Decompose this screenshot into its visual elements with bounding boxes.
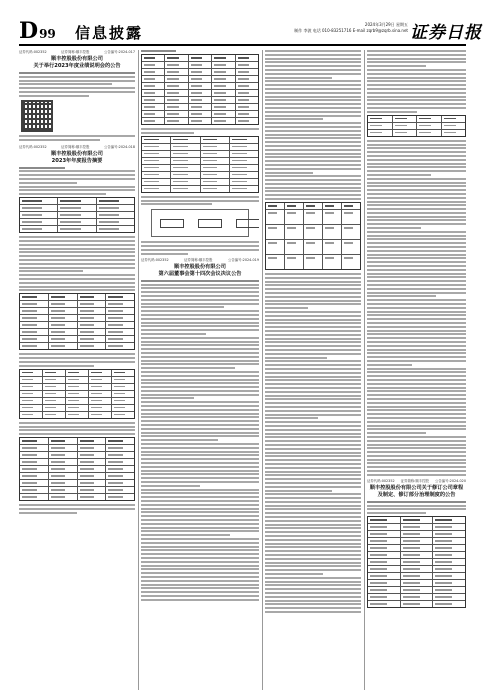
page-letter: D (19, 18, 39, 44)
data-table (19, 437, 135, 501)
stock-code: 证券代码:002352 (19, 50, 47, 54)
data-table (367, 516, 466, 608)
announcement-number: 公告编号:2024-018 (103, 144, 135, 149)
announcement-title (367, 485, 466, 499)
column-3 (265, 50, 361, 690)
section-title: 信息披露 (75, 24, 144, 42)
title-text: 及制定、修订部分治理制度的公告 (377, 491, 456, 498)
column-1 (19, 50, 135, 690)
header-meta (290, 22, 408, 34)
announcement-number: 公告编号:2024-020 (434, 478, 466, 483)
page-number: 99 (39, 27, 56, 41)
stock-code: 证券代码:002352 (141, 257, 169, 262)
newspaper-logo: 证券日报 (410, 23, 482, 43)
column-2 (141, 50, 259, 690)
stock-info-row (19, 145, 135, 149)
announcement-title (19, 151, 135, 165)
qr-code (21, 100, 53, 132)
title-text: 关于举行2023年度业绩说明会的公告 (33, 63, 121, 69)
company-name: 顺丰控股股份有限公司关于修订公司章程 (369, 484, 464, 491)
stock-info-row (19, 50, 135, 54)
stock-code: 证券代码:002352 (19, 144, 47, 149)
data-table (265, 202, 361, 270)
data-table (19, 293, 135, 350)
page-code (19, 20, 56, 45)
stock-name: 证券简称:顺丰控股 (400, 478, 429, 483)
company-name: 顺丰控股股份有限公司 (51, 56, 103, 62)
column-divider (364, 50, 365, 690)
announcement-title (141, 264, 259, 278)
company-name: 顺丰控股股份有限公司 (174, 263, 226, 270)
data-table (141, 136, 259, 193)
data-table (19, 369, 135, 419)
column-divider (138, 50, 139, 690)
page-header (0, 0, 484, 44)
title-text: 2023年年度报告摘要 (51, 157, 103, 164)
ownership-diagram (151, 209, 249, 237)
announcement-number: 公告编号:2024-019 (227, 257, 259, 262)
title-text: 第六届董事会第十四次会议决议公告 (158, 270, 242, 277)
announcement-number: 公告编号:2024-017 (103, 50, 135, 54)
stock-info-row (367, 479, 466, 483)
column-divider (262, 50, 263, 690)
header-rule (19, 44, 466, 46)
stock-name: 证券简称:顺丰控股 (184, 257, 213, 262)
stock-name: 证券简称:顺丰控股 (61, 50, 90, 54)
editor-contact: 制作 李波 电话 010-83251716 E-mail zqrb9@zqrb.sina.net (294, 28, 408, 33)
issue-date: 2024年3月29日 星期五 (364, 22, 408, 27)
data-table (19, 197, 135, 233)
data-table (141, 54, 259, 125)
company-name: 顺丰控股股份有限公司 (51, 150, 103, 157)
stock-code: 证券代码:002352 (367, 478, 395, 483)
column-4 (367, 50, 466, 690)
data-table (367, 115, 466, 137)
announcement-title (19, 56, 135, 70)
stock-name: 证券简称:顺丰控股 (61, 144, 90, 149)
stock-info-row (141, 258, 259, 262)
